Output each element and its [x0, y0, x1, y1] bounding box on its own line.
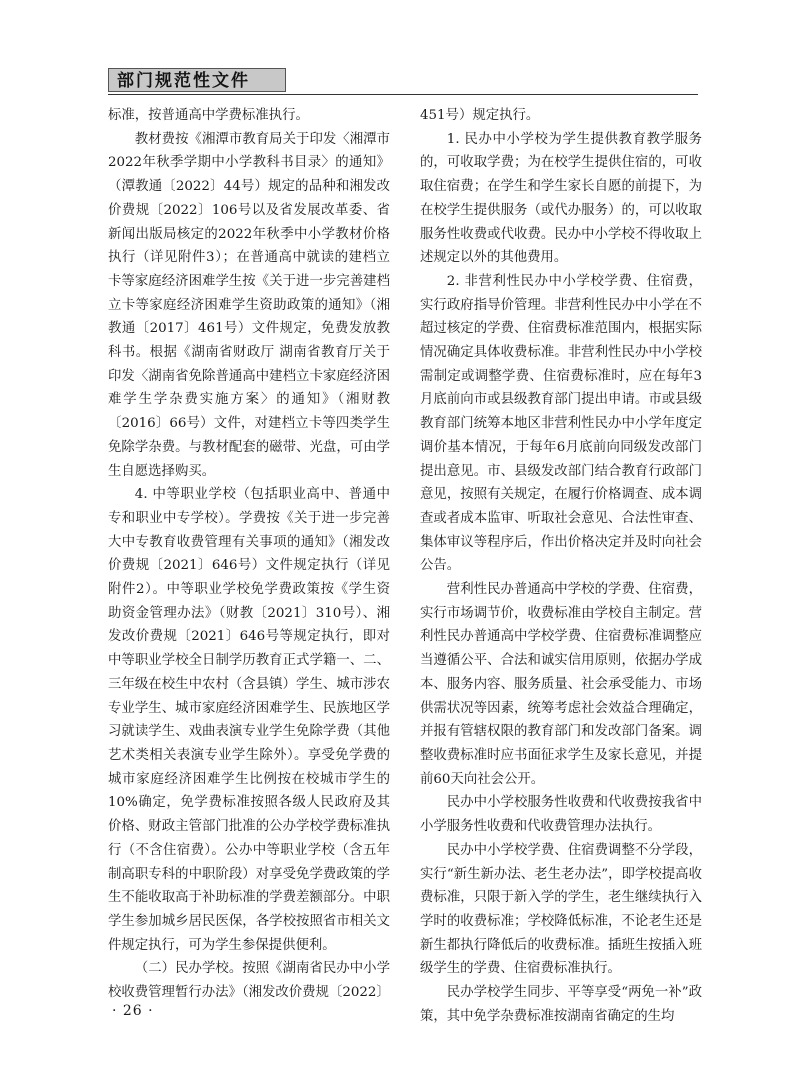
paragraph: （二）民办学校。按照《湖南省民办中小学校收费管理暂行办法》（湘发改价费规〔2022〕: [108, 961, 390, 1001]
paragraph: 4. 中等职业学校（包括职业高中、普通中专和职业中专学校）。学费按《关于进一步完善大中专教育收费管理有关事项的通知》（湘发改价费规〔2021〕646号）文件规定执行（详见附件2）。中等职业学校免学费政策按《学生资助资金管理办法》（财教〔2021〕310号）、湘发改价费规〔2021〕646号等规定执行，即对中等职业学校全日制学历教育正式学籍一、二、三年级在校生中农村（含县镇）学生、城市涉农专业学生、城市家庭经济困难学生、民族地区学习就读学生、戏曲表演专业学生免除学费（其他艺术类相关表演专业学生除外）。享受免学费的城市家庭经济困难学生比例按在校城市学生的10%确定，免学费标准按照各级人民政府及其价格、财政主管部门批准的公办学校学费标准执行（不含住宿费）。公办中等职业学校（含五年制高职专科的中职阶段）对享受免学费政策的学生不能收取高于补助标准的学费差额部分。中职学生参加城乡居民医保，各学校按照省市相关文件规定执行，可为学生参保提供便利。: [108, 487, 390, 953]
paragraph: 营利性民办普通高中学校的学费、住宿费，实行市场调节价，收费标准由学校自主制定。营利性民办普通高中学校学费、住宿费标准调整应当遵循公平、合法和诚实信用原则，依据办学成本、服务内容、服务质量、社会承受能力、市场供需状况等因素，统筹考虑社会效益合理确定，并报有管辖权限的教育部门和发改部门备案。调整收费标准时应书面征求学生及家长意见，并提前60天向社会公开。: [420, 582, 702, 787]
paragraph: 标准，按普通高中学费标准执行。: [108, 108, 309, 123]
paragraph: 451号）规定执行。: [420, 108, 540, 123]
right-column: [420, 104, 702, 1028]
section-title: 部门规范性文件: [117, 71, 250, 91]
paragraph: 民办中小学校学费、住宿费调整不分学段，实行“新生新办法、老生老办法”，即学校提高收费标准，只限于新入学的学生，老生继续执行入学时的收费标准；学校降低标准，不论老生还是新生都执行降低后的收费标准。插班生按插入班级学生的学费、住宿费标准执行。: [420, 842, 702, 977]
paragraph: 民办学校学生同步、平等享受“两免一补”政策，其中免学杂费标准按湖南省确定的生均: [420, 985, 702, 1024]
page-header: [108, 64, 698, 94]
paragraph: 民办中小学校服务性收费和代收费按我省中小学服务性收费和代收费管理办法执行。: [420, 795, 702, 835]
left-column: [108, 104, 390, 1005]
section-label-box: [108, 68, 286, 92]
header-rule: [108, 94, 698, 95]
paragraph: 1. 民办中小学校为学生提供教育教学服务的，可收取学费；为在校学生提供住宿的，可收取住宿费；在学生和学生家长自愿的前提下，为在校学生提供服务（或代办服务）的，可以收取服务性收费或代收费。民办中小学校不得收取上述规定以外的其他费用。: [420, 131, 702, 266]
paragraph: 教材费按《湘潭市教育局关于印发〈湘潭市2022年秋季学期中小学教科书目录〉的通知》（潭教通〔2022〕44号）规定的品种和湘发改价费规〔2022〕106号以及省发展改革委、省新闻出版局核定的2022年秋季中小学教材价格执行（详见附件3）；在普通高中就读的建档立卡等家庭经济困难学生按《关于进一步完善建档立卡等家庭经济困难学生资助政策的通知》（湘教通〔2017〕461号）文件规定，免费发放教科书。根据《湖南省财政厅 湖南省教育厅关于印发〈湖南省免除普通高中建档立卡家庭经济困难学生学杂费实施方案〉的通知》（湘财教〔2016〕66号）文件，对建档立卡等四类学生免除学杂费。与教材配套的磁带、光盘，可由学生自愿选择购买。: [108, 131, 390, 479]
page-number: · 26 ·: [112, 1003, 154, 1019]
paragraph: 2. 非营利性民办中小学校学费、住宿费，实行政府指导价管理。非营利性民办中小学在不超过核定的学费、住宿费标准范围内，根据实际情况确定具体收费标准。非营利性民办中小学校需制定或调整学费、住宿费标准时，应在每年3月底前向市或县级教育部门提出申请。市或县级教育部门统筹本地区非营利性民办中小学年度定调价基本情况，于每年6月底前向同级发改部门提出意见。市、县级发改部门结合教育行政部门意见，按照有关规定，在履行价格调查、成本调查或者成本监审、听取社会意见、合法性审查、集体审议等程序后，作出价格决定并及时向社会公告。: [420, 273, 702, 574]
